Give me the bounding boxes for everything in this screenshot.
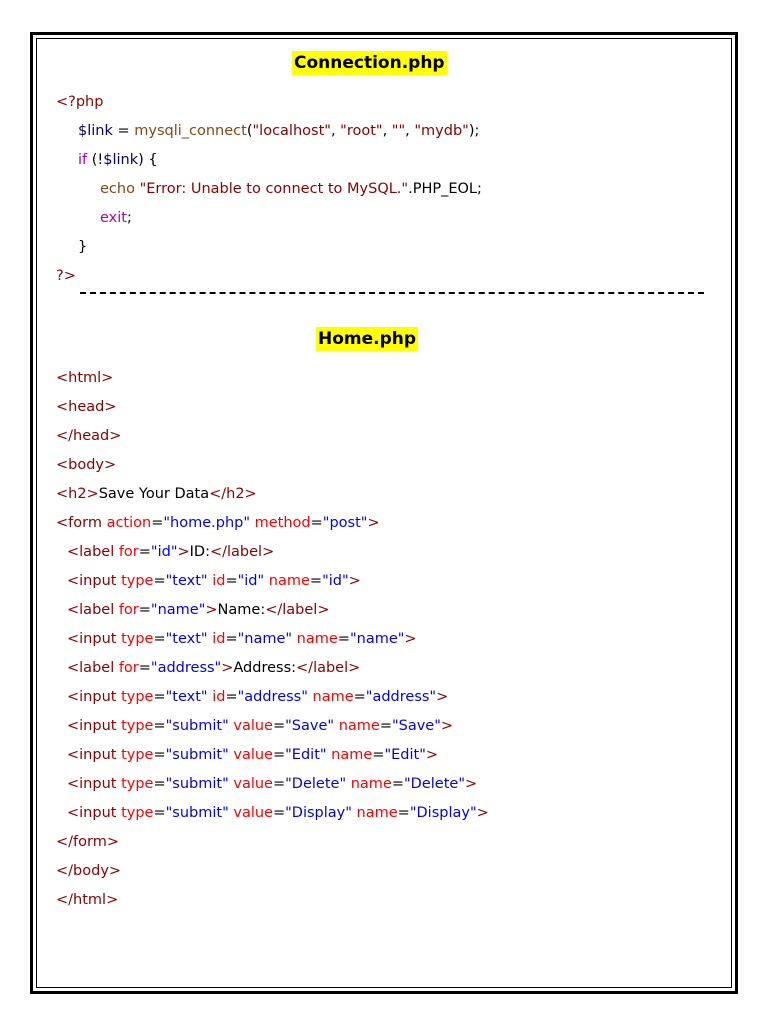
code-token: "Delete" (404, 776, 465, 792)
code-line (56, 88, 482, 117)
code-line (56, 422, 489, 451)
code-token: name (268, 573, 310, 589)
code-token: <input (67, 573, 122, 589)
code-token: = (153, 805, 166, 821)
code-line (56, 857, 489, 886)
code-token: "submit" (165, 747, 229, 763)
code-token: "Display" (409, 805, 477, 821)
code-token: for (118, 544, 139, 560)
code-token: "submit" (165, 776, 229, 792)
code-token: "name" (349, 631, 405, 647)
code-token: </label> (209, 544, 275, 560)
code-token: type (121, 718, 154, 734)
code-token: id (212, 689, 226, 705)
code-token: <label (67, 660, 119, 676)
code-token: mysqli_connect (134, 123, 247, 139)
code-token: "Save" (285, 718, 335, 734)
code-token: = (153, 776, 166, 792)
code-token: "text" (165, 573, 208, 589)
code-line (56, 146, 482, 175)
code-token: <head> (56, 399, 117, 415)
code-token: = (272, 805, 286, 821)
code-token: "id" (322, 573, 349, 589)
code-token: <label (67, 544, 119, 560)
code-line (56, 625, 489, 654)
code-token: </h2> (209, 486, 257, 502)
code-token: = (272, 718, 286, 734)
code-token: <input (67, 689, 122, 705)
code-token: value (233, 718, 273, 734)
code-token: , (382, 123, 392, 139)
code-token: "mydb" (414, 123, 469, 139)
code-token: > (425, 747, 439, 763)
code-token: value (233, 776, 273, 792)
code-token: "Save" (391, 718, 441, 734)
code-token: name (356, 805, 398, 821)
code-token: ID: (189, 544, 210, 560)
code-token: "Edit" (384, 747, 426, 763)
code-token: if (78, 152, 88, 168)
code-line (56, 828, 489, 857)
code-token: method (254, 515, 311, 531)
code-token: <input (67, 805, 122, 821)
code-line (56, 175, 482, 204)
code-token: "submit" (165, 805, 229, 821)
code-token: "home.php" (163, 515, 251, 531)
code-token: name (338, 718, 380, 734)
code-token: name (312, 689, 354, 705)
code-line (56, 799, 489, 828)
code-token: ?> (56, 268, 76, 284)
code-token: = (272, 747, 286, 763)
code-line (56, 204, 482, 233)
code-token: "root" (340, 123, 383, 139)
code-token: "text" (165, 631, 208, 647)
code-token: value (233, 747, 273, 763)
code-token: > (476, 805, 489, 821)
code-token: type (121, 805, 154, 821)
code-token: "Error: Unable to connect to MySQL." (139, 181, 409, 197)
code-token: > (177, 544, 190, 560)
code-token: name (350, 776, 392, 792)
code-token: <label (67, 602, 119, 618)
code-token: </head> (56, 428, 122, 444)
code-token: Save Your Data (98, 486, 210, 502)
code-token: > (404, 631, 417, 647)
code-token: for (118, 602, 139, 618)
code-token: <input (67, 776, 122, 792)
code-token: type (121, 631, 154, 647)
code-token: <body> (56, 457, 117, 473)
code-token: "Display" (285, 805, 352, 821)
code-token: = (272, 776, 286, 792)
code-token: $link (103, 152, 139, 168)
code-token: ) { (138, 152, 158, 168)
code-token: </label> (265, 602, 330, 618)
code-token: = (391, 776, 405, 792)
code-token: = (225, 689, 238, 705)
code-token: </form> (56, 834, 119, 850)
code-token: "Edit" (285, 747, 327, 763)
code-token: name (296, 631, 338, 647)
code-token: "text" (165, 689, 208, 705)
code-token: (! (87, 152, 104, 168)
code-token: > (465, 776, 478, 792)
code-token: <input (67, 631, 122, 647)
code-token: "id" (150, 544, 178, 560)
code-token: "localhost" (252, 123, 331, 139)
code-token: = (151, 515, 164, 531)
code-token: = (153, 747, 166, 763)
code-token: id (212, 631, 226, 647)
code-token: $link (78, 123, 113, 139)
code-token: = (153, 718, 166, 734)
code-token: > (436, 689, 449, 705)
code-token: Address: (233, 660, 297, 676)
code-token: "name" (150, 602, 206, 618)
code-line (56, 741, 489, 770)
code-token: action (106, 515, 152, 531)
code-token: = (353, 689, 366, 705)
code-token: = (397, 805, 410, 821)
code-token: name (331, 747, 373, 763)
code-token: <input (67, 747, 122, 763)
home-php-code (56, 364, 489, 915)
code-line (56, 364, 489, 393)
code-line (56, 712, 489, 741)
code-token: ); (468, 123, 480, 139)
code-token: for (118, 660, 139, 676)
code-token: "" (391, 123, 406, 139)
home-php-title: Home.php (318, 329, 417, 349)
code-token: ; (126, 210, 132, 226)
code-token: = (225, 573, 238, 589)
code-token: Name: (217, 602, 266, 618)
code-token: </label> (296, 660, 361, 676)
code-token: "address" (150, 660, 222, 676)
code-token: = (153, 689, 166, 705)
code-token: ( (246, 123, 253, 139)
code-line (56, 596, 489, 625)
code-line (56, 683, 489, 712)
code-token: = (310, 515, 323, 531)
code-token: = (138, 660, 151, 676)
code-token: type (121, 689, 154, 705)
section-divider (80, 292, 704, 294)
code-token: type (121, 573, 154, 589)
code-token: > (205, 602, 218, 618)
code-line (56, 770, 489, 799)
code-token: exit (100, 210, 127, 226)
code-token: = (112, 123, 135, 139)
code-token: <h2> (56, 486, 99, 502)
code-line (56, 233, 482, 262)
code-token: <form (56, 515, 107, 531)
code-line (56, 654, 489, 683)
code-token: type (121, 776, 154, 792)
code-token: id (212, 573, 226, 589)
code-token: = (138, 544, 151, 560)
code-token: = (337, 631, 350, 647)
code-token: type (121, 747, 154, 763)
code-token: , (405, 123, 415, 139)
code-token: <html> (56, 370, 114, 386)
code-token: </body> (56, 863, 122, 879)
code-token: = (138, 602, 151, 618)
code-line (56, 886, 489, 915)
code-token: </html> (56, 892, 119, 908)
code-token: = (225, 631, 238, 647)
code-token: > (348, 573, 361, 589)
code-line (56, 393, 489, 422)
code-token: "post" (322, 515, 368, 531)
code-line (56, 262, 482, 291)
code-token: = (153, 631, 166, 647)
code-token: , (330, 123, 341, 139)
code-token: .PHP_EOL; (408, 181, 482, 197)
code-token: value (233, 805, 273, 821)
code-token: > (440, 718, 454, 734)
code-line (56, 480, 489, 509)
code-token: "address" (237, 689, 308, 705)
code-line (56, 117, 482, 146)
code-line (56, 567, 489, 596)
code-token: <input (67, 718, 122, 734)
code-line (56, 509, 489, 538)
code-token: "submit" (165, 718, 229, 734)
code-token: = (372, 747, 385, 763)
code-token: echo (100, 181, 135, 197)
code-token: "Delete" (285, 776, 347, 792)
code-token: > (221, 660, 234, 676)
code-token: > (367, 515, 380, 531)
code-token: = (153, 573, 166, 589)
code-token: = (309, 573, 323, 589)
code-token: = (379, 718, 392, 734)
code-line (56, 451, 489, 480)
code-token: "address" (365, 689, 437, 705)
code-token: <?php (56, 94, 104, 110)
connection-php-code (56, 88, 482, 291)
code-token: } (78, 239, 88, 255)
connection-php-title: Connection.php (294, 53, 445, 73)
code-token: "id" (237, 573, 265, 589)
code-token: "name" (237, 631, 293, 647)
code-line (56, 538, 489, 567)
